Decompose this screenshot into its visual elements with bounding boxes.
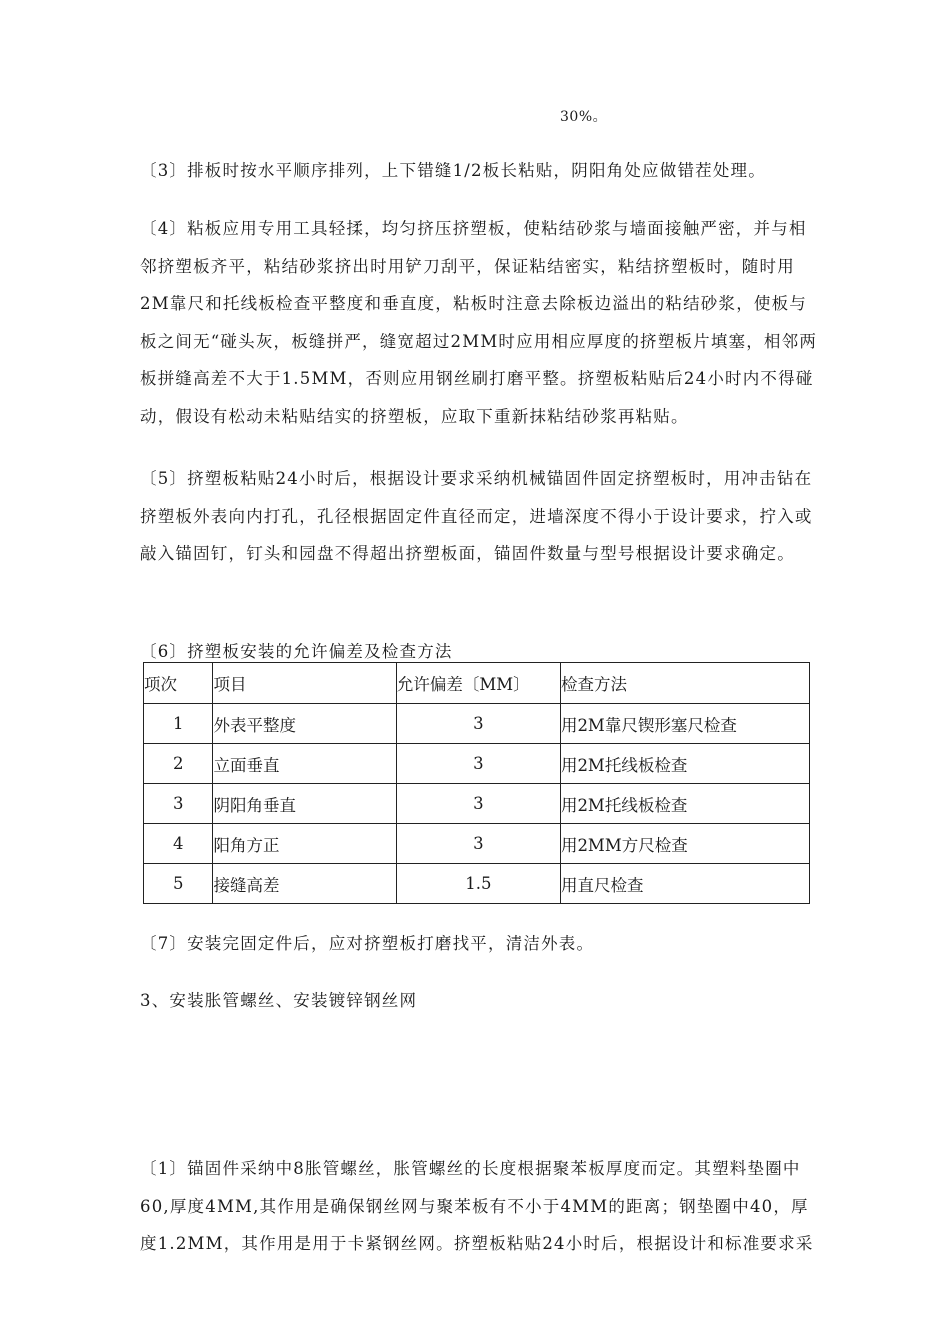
paragraph-4-board-bonding: 〔4〕粘板应用专用工具轻揉，均匀挤压挤塑板，使粘结砂浆与墙面接触严密，并与相邻挤塑板齐平，粘结砂浆挤出时用铲刀刮平，保证粘结密实，粘结挤塑板时，随时用2M靠尺和托线板检查平整度和垂直度，粘板时注意去除板边溢出的粘结砂浆，使板与板之间无“碰头灰，板缝拼严，缝宽超过2MM时应用相应厚度的挤塑板片填塞，相邻两板拼缝高差不大于1.5MM，否则应用钢丝刷打磨平整。挤塑板粘贴后24小时内不得碰动，假设有松动未粘贴结实的挤塑板，应取下重新抹粘结砂浆再粘贴。 — [140, 219, 818, 426]
cell-tolerance: 3 — [396, 824, 560, 864]
cell-index: 5 — [144, 864, 213, 904]
paragraph-5-anchoring: 〔5〕挤塑板粘贴24小时后，根据设计要求采纳机械锚固件固定挤塑板时，用冲击钻在挤塑板外表向内打孔，孔径根据固定件直径而定，进墙深度不得小于设计要求，拧入或敲入锚固钉，钉头和园盘不得超出挤塑板面，锚固件数量与型号根据设计要求确定。 — [140, 469, 813, 563]
cell-method: 用2MM方尺检查 — [560, 824, 809, 864]
cell-index: 2 — [144, 744, 213, 784]
table-row — [144, 864, 810, 904]
table-row — [144, 824, 810, 864]
cell-tolerance: 3 — [396, 744, 560, 784]
cell-method: 用2M靠尺锲形塞尺检查 — [560, 704, 809, 744]
table-row — [144, 704, 810, 744]
cell-index: 3 — [144, 784, 213, 824]
cell-method: 用直尺检查 — [560, 864, 809, 904]
cell-tolerance: 3 — [396, 704, 560, 744]
header-method: 检查方法 — [560, 663, 809, 704]
cell-item: 外表平整度 — [213, 704, 396, 744]
table-header-row — [144, 663, 810, 704]
paragraph-3-board-layout: 〔3〕排板时按水平顺序排列，上下错缝1/2板长粘贴，阴阳角处应做错茬处理。 — [140, 161, 766, 180]
cell-index: 4 — [144, 824, 213, 864]
header-item: 项目 — [213, 663, 396, 704]
section-heading-3: 3、安装胀管螺丝、安装镀锌钢丝网 — [140, 991, 418, 1010]
cell-method: 用2M托线板检查 — [560, 744, 809, 784]
paragraph-7-finishing: 〔7〕安装完固定件后，应对挤塑板打磨找平，清洁外表。 — [140, 934, 595, 953]
paragraph-1-anchor-bolts: 〔1〕锚固件采纳中8胀管螺丝，胀管螺丝的长度根据聚苯板厚度而定。其塑料垫圈中60,厚度4MM,其作用是确保钢丝网与聚苯板有不小于4MM的距离；钢垫圈中40，厚度1.2MM，其作用是用于卡紧钢丝网。挤塑板粘贴24小时后，根据设计和标准要求采 — [140, 1159, 814, 1253]
cell-tolerance: 1.5 — [396, 864, 560, 904]
cell-item: 阴阳角垂直 — [213, 784, 396, 824]
table-caption: 〔6〕挤塑板安装的允许偏差及检查方法 — [140, 642, 453, 661]
cell-index: 1 — [144, 704, 213, 744]
cell-item: 接缝高差 — [213, 864, 396, 904]
header-index: 项次 — [144, 663, 213, 704]
tolerance-table — [143, 662, 810, 904]
table-row — [144, 744, 810, 784]
header-tolerance: 允许偏差〔MM〕 — [396, 663, 560, 704]
cell-tolerance: 3 — [396, 784, 560, 824]
table-row — [144, 784, 810, 824]
cell-method: 用2M托线板检查 — [560, 784, 809, 824]
cell-item: 阳角方正 — [213, 824, 396, 864]
previous-page-fragment: 30%。 — [560, 109, 608, 125]
cell-item: 立面垂直 — [213, 744, 396, 784]
